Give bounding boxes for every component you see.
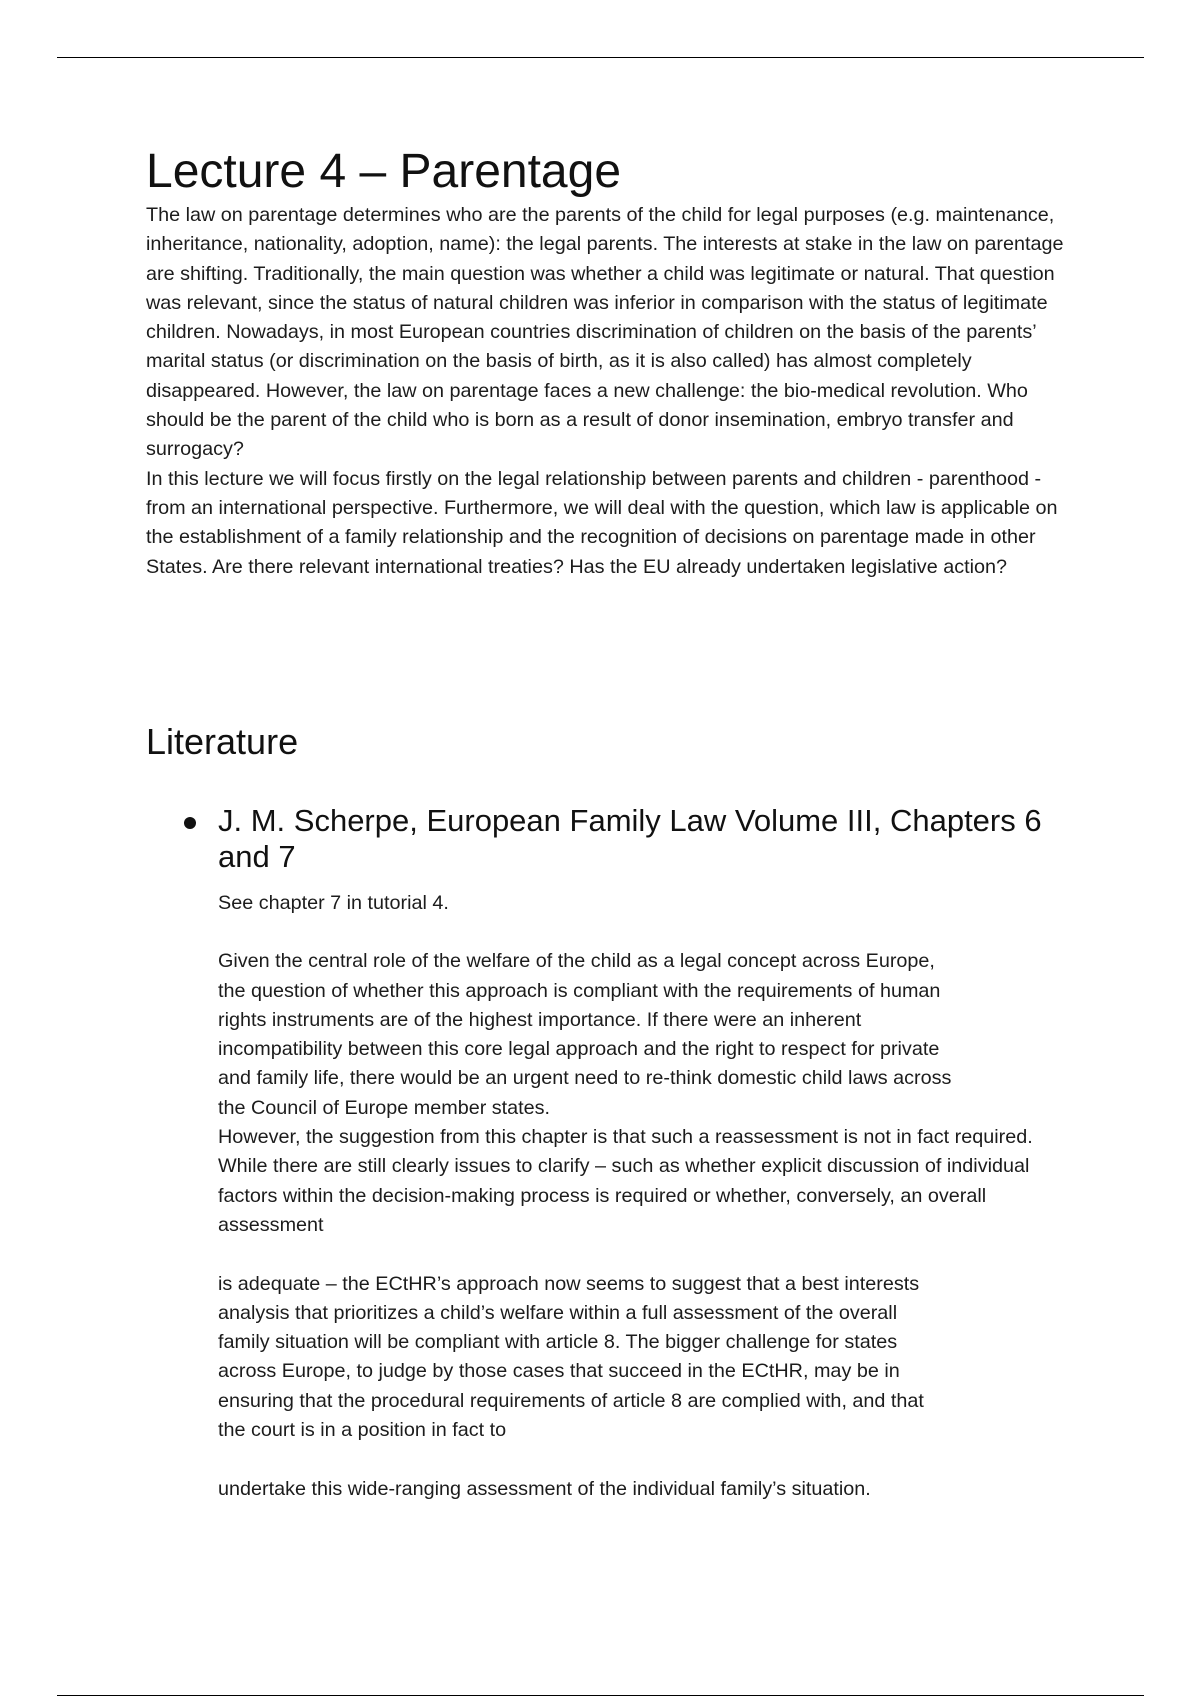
excerpt-paragraph-1: Given the central role of the welfare of the child as a legal concept across Europe, the question of whether this approach is compliant with the requirements of human rights instruments are of the highest importance. If there were an inherent incompatibility between this core legal approach and the right to respect for private and family life, there would be an urgent need to re-think domestic child laws across the Council of Europe member states.	[218, 950, 952, 1119]
excerpt-gap	[218, 1445, 1076, 1474]
literature-excerpt	[218, 947, 1076, 1504]
page-content	[146, 143, 1076, 1500]
intro-paragraph-2: In this lecture we will focus firstly on the legal relationship between parents and children - parenthood - from an international perspective. Furthermore, we will deal with the question, which law is applicable on the establishment of a family relationship and the recognition of decisions on parentage made in other States. Are there relevant international treaties? Has the EU already undertaken legislative action?	[146, 467, 1058, 578]
literature-list	[146, 803, 1076, 1504]
top-rule	[57, 57, 1144, 58]
intro-paragraph-1: The law on parentage determines who are the parents of the child for legal purposes (e.g. maintenance, inheritance, nationality, adoption, name): the legal parents. The interests at stake in the law on parentage are shifting. Traditionally, the main question was whether a child was legitimate or natural. That question was relevant, since the status of natural children was inferior in comparison with the status of legitimate children. Nowadays, in most European countries discrimination of children on the basis of the parents’ marital status (or discrimination on the basis of birth, as it is also called) has almost completely disappeared. However, the law on parentage faces a new challenge: the bio-medical revolution. Who should be the parent of the child who is born as a result of donor insemination, embryo transfer and surrogacy?	[146, 204, 1064, 461]
excerpt-paragraph-2: However, the suggestion from this chapter is that such a reassessment is not in fact required. While there are still clearly issues to clarify – such as whether explicit discussion of individual factors within the decision-making process is required or whether, conversely, an overall assessment	[218, 1126, 1033, 1236]
literature-note: See chapter 7 in tutorial 4.	[218, 892, 449, 914]
literature-heading: Literature	[146, 721, 299, 762]
excerpt-gap	[218, 1240, 1076, 1269]
excerpt-paragraph-3: is adequate – the ECtHR’s approach now seems to suggest that a best interests analysis that prioritizes a child’s welfare within a full assessment of the overall family situation will be compliant with article 8. The bigger challenge for states across Europe, to judge by those cases that succeed in the ECtHR, may be in ensuring that the procedural requirements of article 8 are complied with, and that the court is in a position in fact to	[218, 1272, 924, 1442]
bottom-rule	[57, 1695, 1144, 1696]
page-title: Lecture 4 – Parentage	[146, 145, 622, 198]
literature-reference: J. M. Scherpe, European Family Law Volume III, Chapters 6 and 7	[218, 803, 1042, 874]
bullet-icon	[184, 817, 196, 829]
excerpt-paragraph-4: undertake this wide-ranging assessment of the individual family’s situation.	[218, 1477, 871, 1500]
literature-item	[146, 803, 1076, 1504]
intro-section	[146, 201, 1076, 582]
